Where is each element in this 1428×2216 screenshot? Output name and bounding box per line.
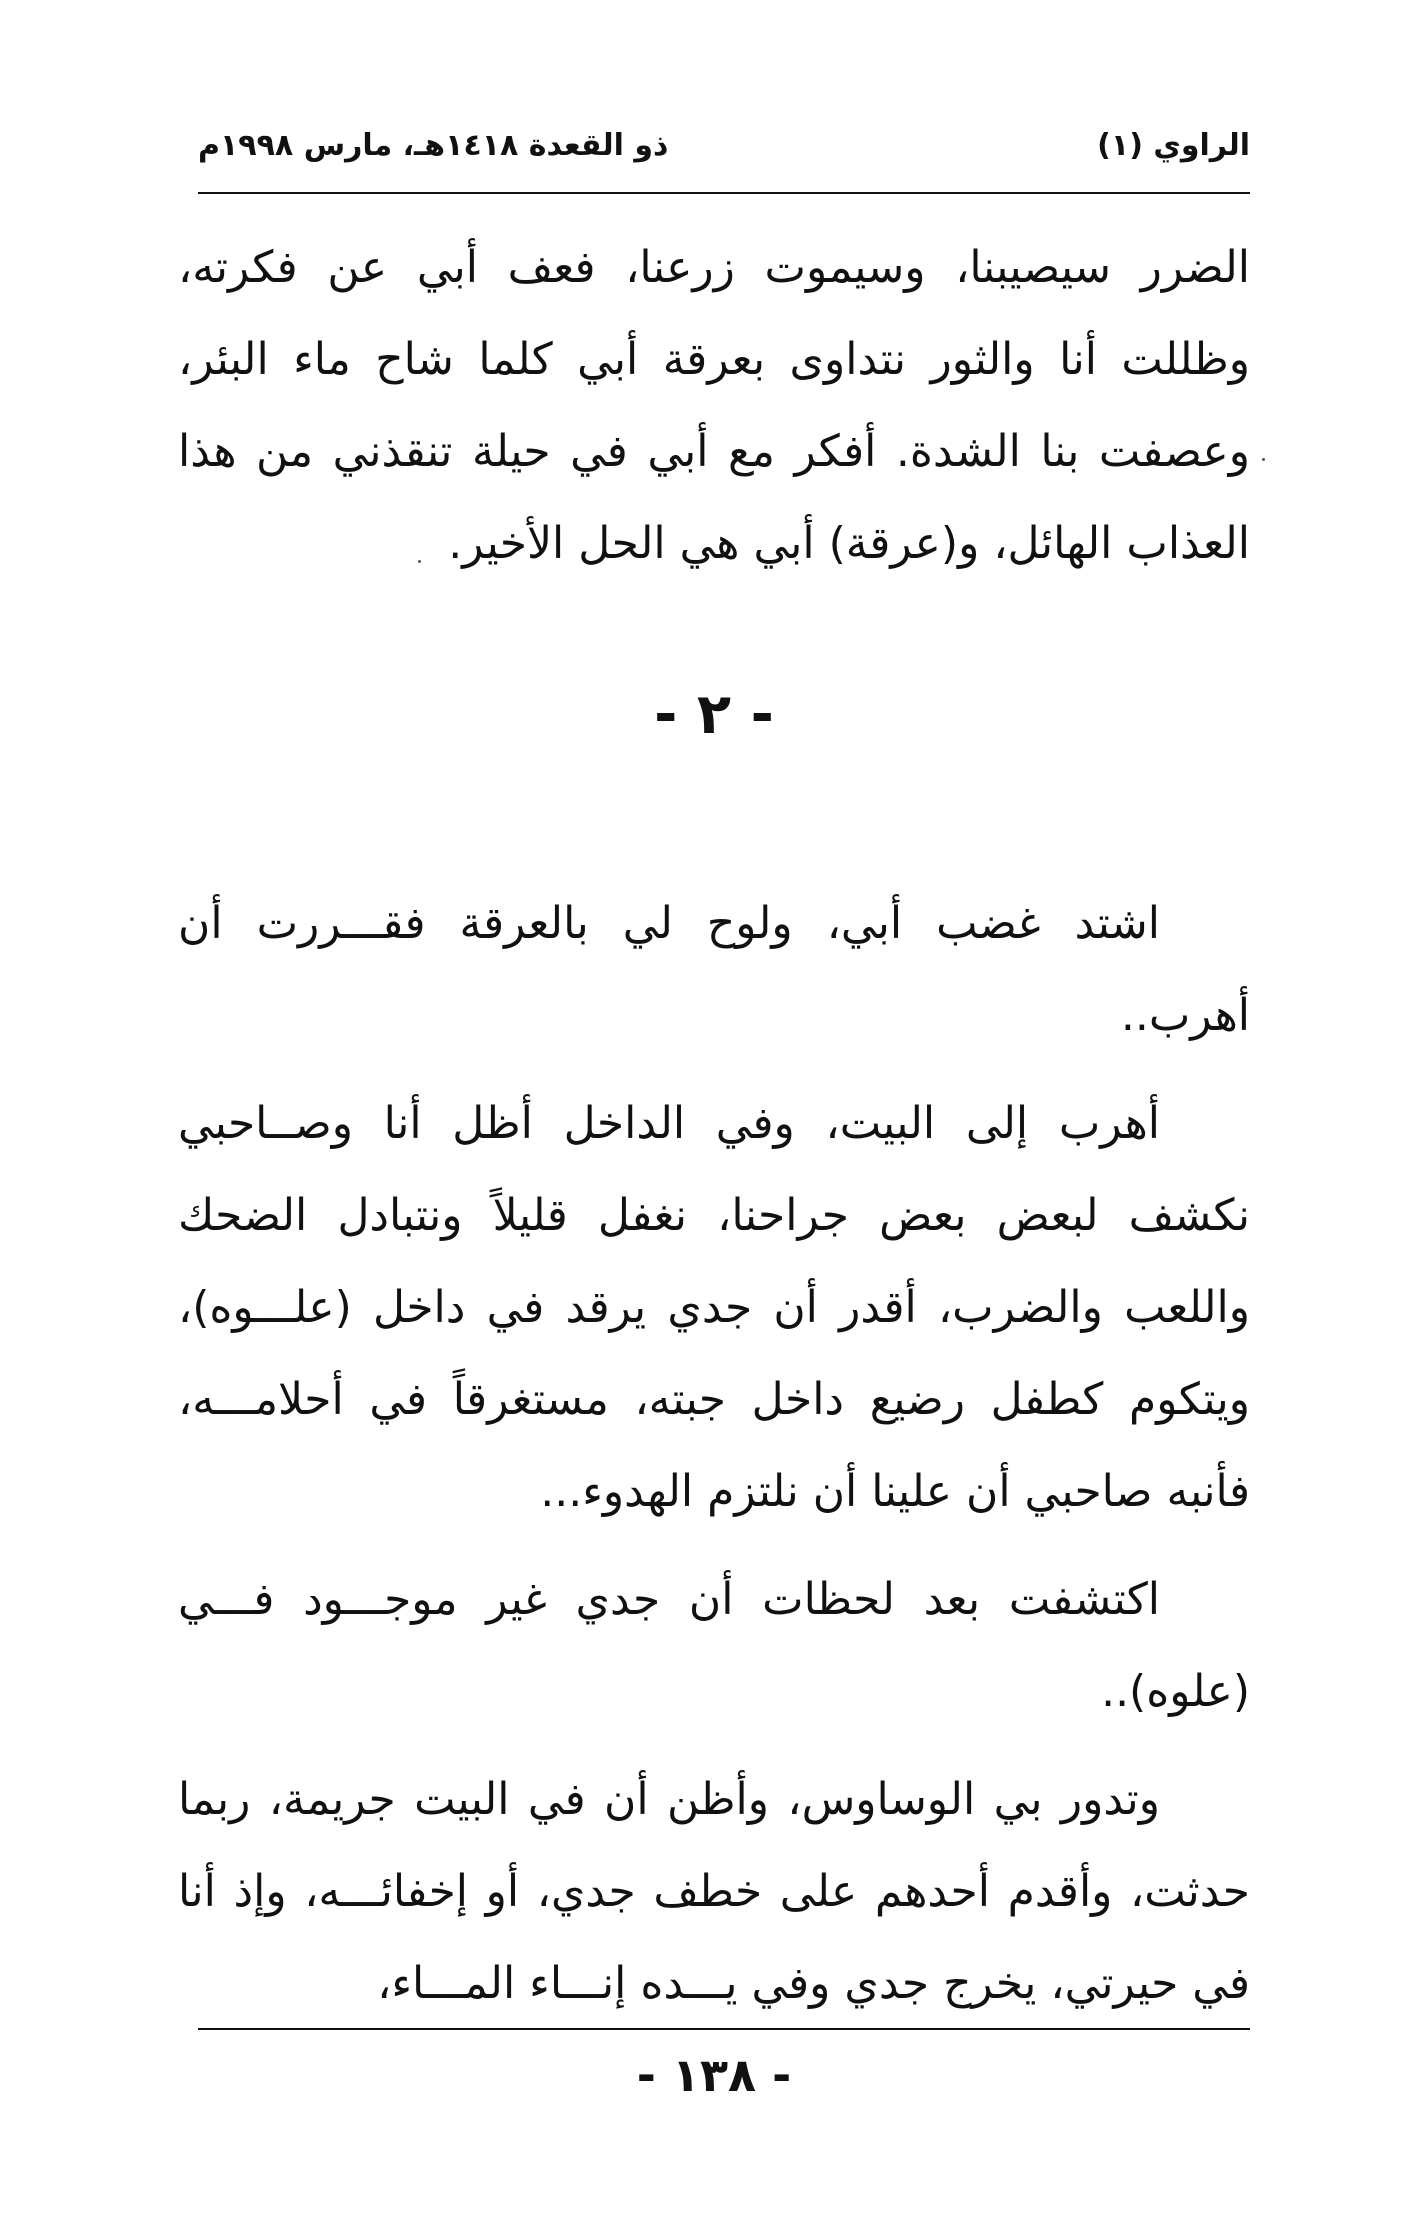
scan-speck <box>418 560 421 563</box>
footer-rule <box>198 2028 1250 2030</box>
running-header <box>198 128 1250 184</box>
paragraph: أهرب إلى البيت، وفي الداخل أظل أنا وصــاحبي نكشف لبعض بعض جراحنا، نغفل قليلاً ونتبادل الضحك واللعب والضرب، أقدر أن جدي يرقد في داخل (علـــوه)، ويتكوم كطفل رضيع داخل جبته، مستغرقاً في أحلامـــه، فأنبه صاحبي أن علينا أن نلتزم الهدوء... <box>178 1098 1250 1517</box>
section-number: - ٢ - <box>654 682 774 747</box>
paragraph: الضرر سيصيبنا، وسيموت زرعنا، فعف أبي عن فكرته، وظللت أنا والثور نتداوى بعرقة أبي كلما شاح ماء البئر، وعصفت بنا الشدة. أفكر مع أبي في حيلة تنقذني من هذا العذاب الهائل، و(عرقة) أبي هي الحل الأخير. <box>178 242 1250 569</box>
issue-date: ذو القعدة ١٤١٨هـ، مارس ١٩٩٨م <box>198 128 669 163</box>
paragraph: اشتد غضب أبي، ولوح لي بالعرقة فقـــررت أن أهرب.. <box>178 898 1250 1041</box>
text-block-section-2 <box>178 878 1250 2046</box>
page-number: - ١٣٨ - <box>636 2048 792 2102</box>
paragraph: وتدور بي الوساوس، وأظن أن في البيت جريمة، ربما حدثت، وأقدم أحدهم على خطف جدي، أو إخفائـــه، وإذ أنا في حيرتي، يخرج جدي وفي يـــده إنـــاء المـــاء، <box>178 1774 1250 2009</box>
header-rule <box>198 192 1250 194</box>
text-block-opening <box>178 222 1250 606</box>
paragraph: اكتشفت بعد لحظات أن جدي غير موجـــود فـــي (علوه).. <box>178 1574 1250 1717</box>
journal-title: الراوي (١) <box>1097 128 1250 163</box>
scan-speck <box>1262 458 1265 461</box>
